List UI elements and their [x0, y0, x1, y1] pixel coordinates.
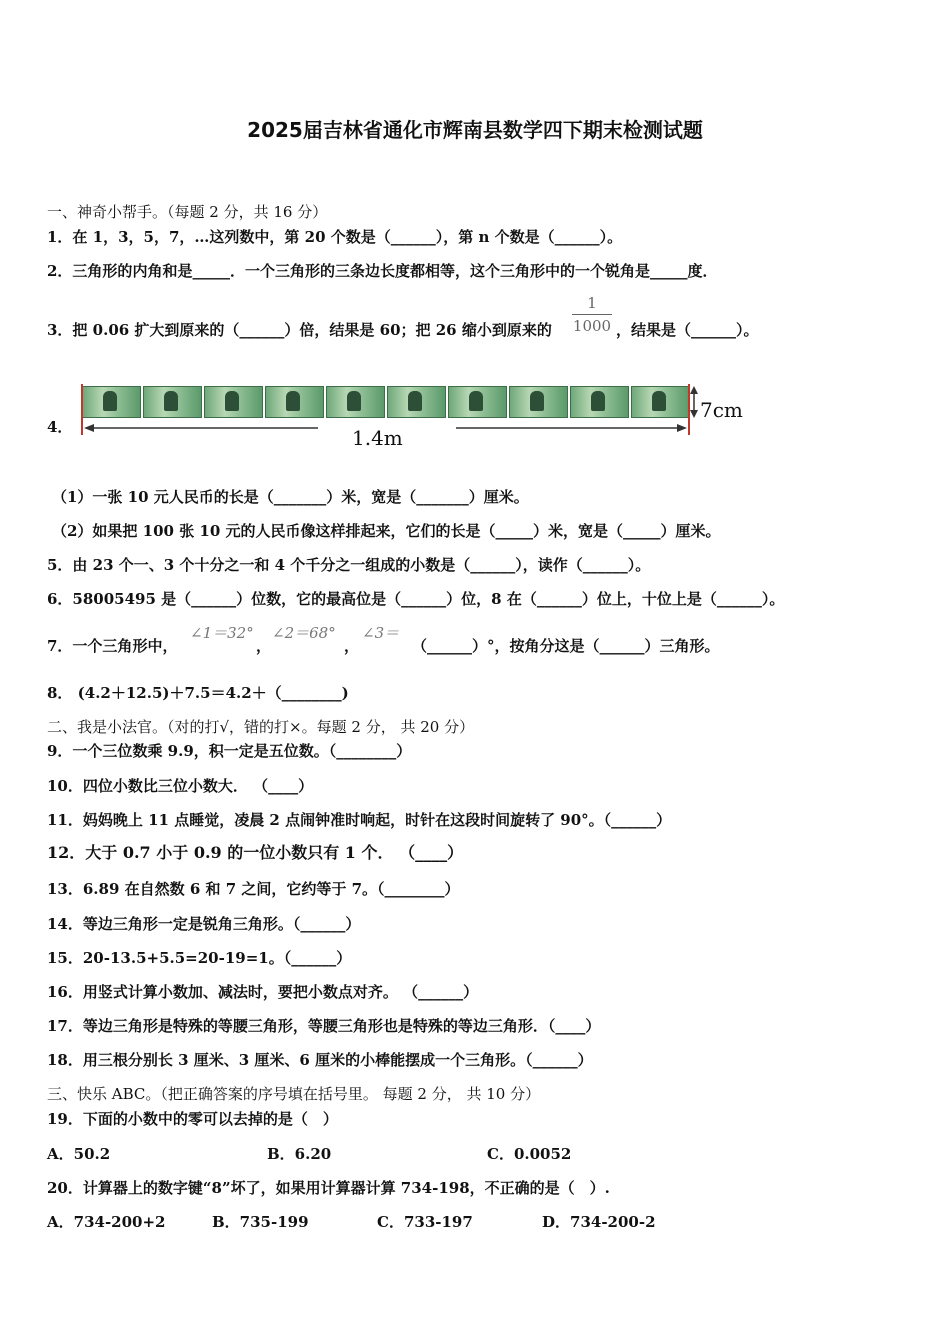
angle-1: ∠1＝32°	[190, 624, 254, 642]
fraction-denominator: 1000	[572, 317, 612, 335]
question-15: 15．20-13.5+5.5=20-19=1。（______）	[47, 949, 352, 967]
fraction-1-over-1000	[572, 294, 612, 335]
question-19-option-a: A．50.2	[47, 1145, 111, 1163]
fraction-bar	[572, 314, 612, 315]
banknote-width-label: 7cm	[700, 398, 743, 422]
question-12: 12．大于 0.7 小于 0.9 的一位小数只有 1 个． （____）	[47, 843, 464, 862]
question-3-part-b: ，结果是（______）。	[616, 321, 759, 339]
question-7-part-a: 7．一个三角形中，	[47, 637, 178, 655]
question-19: 19．下面的小数中的零可以去掉的是（ ）	[47, 1110, 338, 1128]
question-7-part-b: （______）°，按角分这是（______）三角形。	[412, 637, 720, 655]
question-1: 1．在 1，3，5，7，…这列数中，第 20 个数是（______），第 n 个数是（______）。	[47, 228, 623, 246]
strip-length-label: 1.4m	[352, 426, 403, 450]
question-20-option-a: A．734-200+2	[47, 1213, 166, 1231]
page-title: 2025届吉林省通化市辉南县数学四下期末检测试题	[247, 118, 703, 142]
section-3-heading: 三、快乐 ABC。（把正确答案的序号填在括号里。 每题 2 分， 共 10 分）	[47, 1085, 541, 1103]
question-16: 16．用竖式计算小数加、减法时，要把小数点对齐。 （______）	[47, 983, 479, 1001]
fraction-numerator: 1	[587, 294, 597, 312]
question-4-2: （2）如果把 100 张 10 元的人民币像这样排起来，它们的长是（_____）米，宽是（_____）厘米。	[52, 522, 721, 540]
question-6: 6．58005495 是（______）位数，它的最高位是（______）位，8 在（______）位上，十位上是（______）。	[47, 590, 785, 608]
question-20: 20．计算器上的数字键“8”坏了，如果用计算器计算 734-198，不正确的是（ ）.	[47, 1179, 610, 1197]
question-19-option-b: B．6.20	[267, 1145, 332, 1163]
question-20-option-c: C．733-197	[377, 1213, 473, 1231]
section-2-heading: 二、我是小法官。（对的打√，错的打×。每题 2 分， 共 20 分）	[47, 718, 475, 736]
question-4-1: （1）一张 10 元人民币的长是（_______）米，宽是（_______）厘米。	[52, 488, 529, 506]
question-14: 14．等边三角形一定是锐角三角形。（______）	[47, 915, 361, 933]
question-20-option-d: D．734-200-2	[542, 1213, 656, 1231]
comma: ，	[256, 637, 272, 655]
question-3-part-a: 3．把 0.06 扩大到原来的（______）倍，结果是 60；把 26 缩小到原来的	[47, 321, 552, 339]
question-13: 13．6.89 在自然数 6 和 7 之间，它约等于 7。（________）	[47, 880, 460, 898]
question-19-option-c: C．0.0052	[487, 1145, 572, 1163]
question-9: 9．一个三位数乘 9.9，积一定是五位数。（________）	[47, 742, 412, 760]
angle-3: ∠3＝	[362, 624, 400, 642]
question-20-option-b: B．735-199	[212, 1213, 309, 1231]
comma: ，	[344, 637, 360, 655]
question-18: 18．用三根分别长 3 厘米、3 厘米、6 厘米的小棒能摆成一个三角形。（______）	[47, 1051, 593, 1069]
question-2: 2．三角形的内角和是_____．一个三角形的三条边长度都相等，这个三角形中的一个锐角是_____度．	[47, 262, 718, 280]
angle-2: ∠2＝68°	[272, 624, 336, 642]
question-17: 17．等边三角形是特殊的等腰三角形，等腰三角形也是特殊的等边三角形．（____）	[47, 1017, 601, 1035]
question-8: 8． (4.2＋12.5)＋7.5＝4.2＋（________)	[47, 684, 349, 702]
question-5: 5．由 23 个一、3 个十分之一和 4 个千分之一组成的小数是（______），读作（______）。	[47, 556, 651, 574]
question-11: 11．妈妈晚上 11 点睡觉，凌晨 2 点闹钟准时响起，时针在这段时间旋转了 90°。（______）	[47, 811, 672, 829]
section-1-heading: 一、神奇小帮手。（每题 2 分，共 16 分）	[47, 203, 328, 221]
question-4-number: 4．	[47, 418, 73, 436]
question-10: 10．四位小数比三位小数大． （____）	[47, 777, 314, 795]
